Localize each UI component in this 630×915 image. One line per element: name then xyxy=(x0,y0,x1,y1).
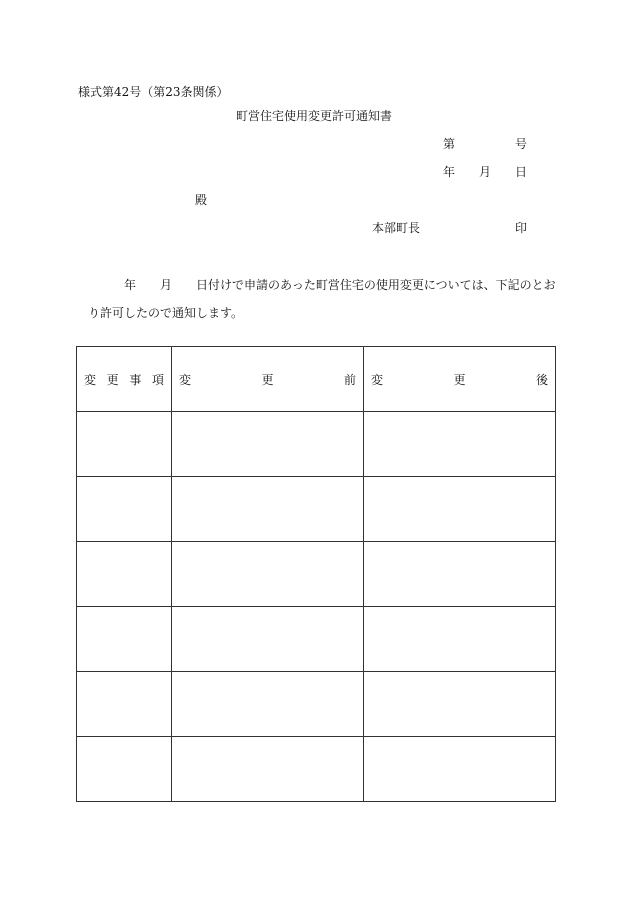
header-item-char: 項 xyxy=(151,372,164,387)
cell-item xyxy=(77,412,172,477)
header-item-char: 事 xyxy=(129,372,142,387)
header-after-char: 後 xyxy=(535,372,548,387)
table-row xyxy=(77,672,556,737)
table-row xyxy=(77,542,556,607)
addressee-suffix: 殿 xyxy=(195,193,208,207)
date-month-label: 月 xyxy=(479,165,492,179)
header-before-char: 変 xyxy=(179,372,192,387)
cell-item xyxy=(77,542,172,607)
header-after-char: 更 xyxy=(453,372,466,387)
body-month-label: 月 xyxy=(160,278,173,292)
body-text-line2: り許可したので通知します。 xyxy=(88,306,244,320)
cell-after xyxy=(364,672,556,737)
cell-before xyxy=(172,542,364,607)
date-year-label: 年 xyxy=(443,165,456,179)
cell-before xyxy=(172,412,364,477)
cell-after xyxy=(364,412,556,477)
cell-before xyxy=(172,607,364,672)
table-row xyxy=(77,412,556,477)
cell-after xyxy=(364,477,556,542)
header-before-char: 更 xyxy=(261,372,274,387)
changes-table xyxy=(76,346,556,802)
form-number: 様式第42号（第23条関係） xyxy=(78,85,229,99)
cell-item xyxy=(77,737,172,802)
table-row xyxy=(77,737,556,802)
cell-before xyxy=(172,672,364,737)
cell-item xyxy=(77,672,172,737)
sender-name: 本部町長 xyxy=(372,221,421,235)
cell-after xyxy=(364,737,556,802)
header-before xyxy=(172,347,364,412)
header-item-char: 変 xyxy=(84,372,97,387)
seal-mark: 印 xyxy=(515,221,528,235)
cell-item xyxy=(77,477,172,542)
header-item-char: 更 xyxy=(106,372,119,387)
body-text-line1: 日付けで申請のあった町営住宅の使用変更については、下記のとお xyxy=(196,278,556,292)
header-after-char: 変 xyxy=(371,372,384,387)
number-prefix: 第 xyxy=(443,137,456,151)
cell-after xyxy=(364,607,556,672)
header-before-char: 前 xyxy=(343,372,356,387)
table-row xyxy=(77,477,556,542)
table-row xyxy=(77,607,556,672)
number-suffix: 号 xyxy=(515,137,528,151)
body-year-label: 年 xyxy=(124,278,137,292)
header-after xyxy=(364,347,556,412)
cell-before xyxy=(172,737,364,802)
document-title: 町営住宅使用変更許可通知書 xyxy=(236,109,393,123)
table-header-row xyxy=(77,347,556,412)
header-item xyxy=(77,347,172,412)
cell-after xyxy=(364,542,556,607)
date-day-label: 日 xyxy=(515,165,528,179)
cell-before xyxy=(172,477,364,542)
cell-item xyxy=(77,607,172,672)
